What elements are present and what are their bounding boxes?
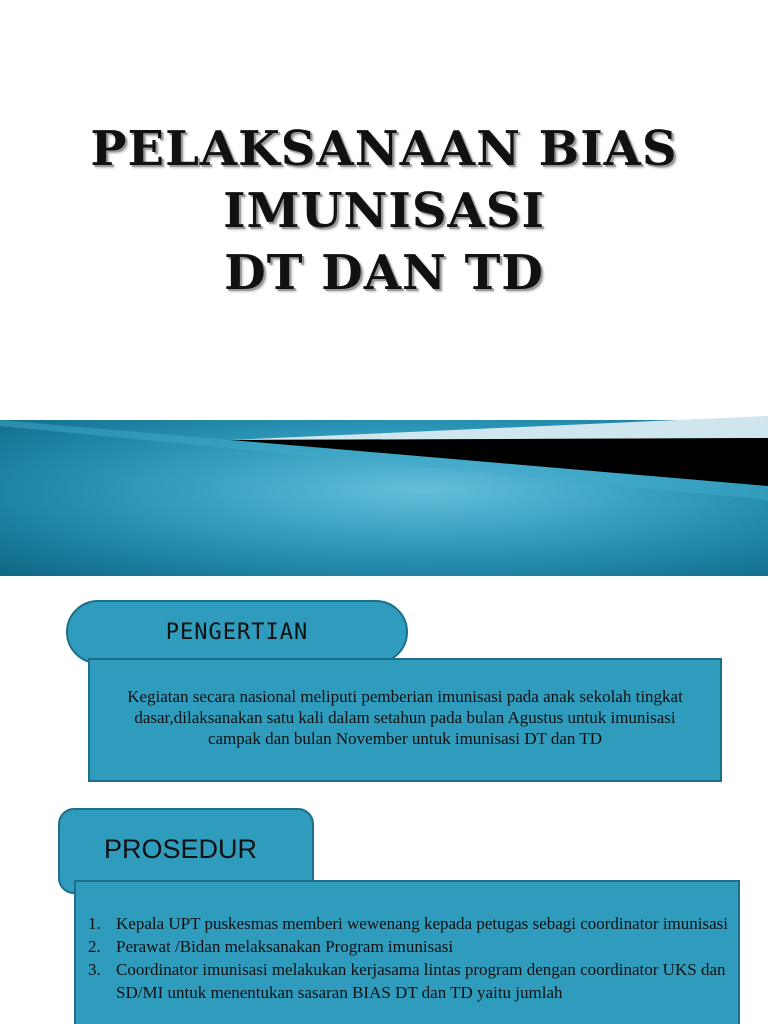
- procedure-text: Perawat /Bidan melaksanakan Program imunisasi: [116, 937, 454, 956]
- procedure-item: [88, 958, 728, 1004]
- definition-heading: PENGERTIAN: [165, 620, 309, 645]
- procedure-box: [74, 880, 740, 1024]
- definition-text: Kegiatan secara nasional meliputi pemberian imunisasi pada anak sekolah tingkat dasar,dilaksanakan satu kali dalam setahun pada bulan Agustus untuk imunisasi campak dan bulan November untuk imunisasi DT dan TD: [127, 687, 683, 748]
- procedure-text: Kepala UPT puskesmas memberi wewenang kepada petugas sebagi coordinator imunisasi: [116, 914, 728, 933]
- slide-title: [0, 118, 768, 304]
- banner-white-wedge: [0, 400, 768, 420]
- procedure-item: [88, 912, 728, 935]
- procedure-list: [88, 912, 728, 1004]
- content-slide: [0, 576, 768, 1024]
- definition-box: [88, 658, 722, 782]
- procedure-text: Coordinator imunisasi melakukan kerjasama lintas program dengan coordinator UKS dan SD/MI untuk menentukan sasaran BIAS DT dan TD yaitu jumlah: [116, 960, 726, 1002]
- procedure-item: [88, 935, 728, 958]
- title-line-3: DT DAN TD: [224, 245, 544, 301]
- procedure-number: 1.: [88, 914, 101, 933]
- title-line-2: IMUNISASI: [223, 183, 545, 239]
- definition-heading-pill: [66, 600, 408, 664]
- decorative-banner: [0, 400, 768, 576]
- procedure-number: 3.: [88, 960, 101, 979]
- title-line-1: PELAKSANAAN BIAS: [90, 121, 678, 177]
- procedure-heading: PROSEDUR: [104, 834, 258, 864]
- procedure-number: 2.: [88, 937, 101, 956]
